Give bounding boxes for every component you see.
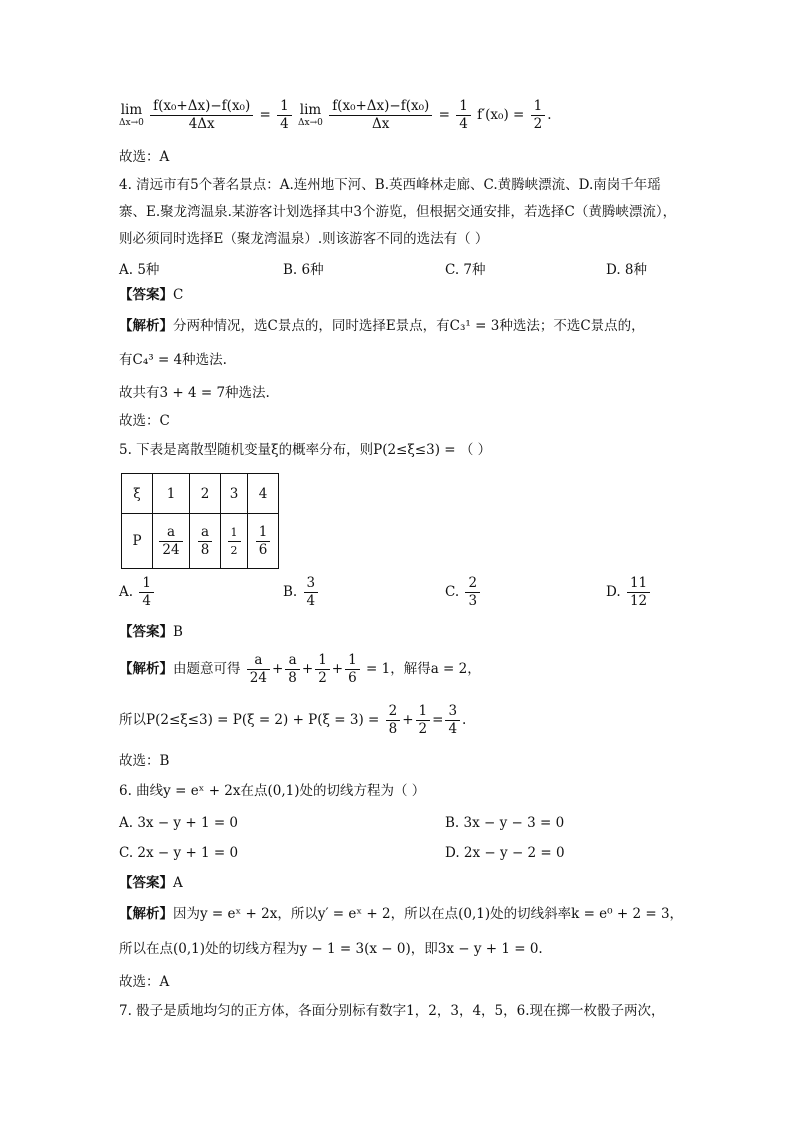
table-cell: ξ xyxy=(122,474,153,514)
probability-table xyxy=(121,473,279,569)
table-cell: 4 xyxy=(248,474,279,514)
q5-analysis-2: 所以P(2≤ξ≤3) = P(ξ = 2) + P(ξ = 3) = $\frac{2}{8}$ + $\frac{1}{2}$ = $\frac{3}{4}$ . xyxy=(119,703,467,737)
q4-analysis-3: 故共有3 + 4 = 7种选法. xyxy=(119,385,270,401)
q4-answer: 【答案】C xyxy=(119,287,184,303)
q6-answer: 【答案】A xyxy=(119,875,183,891)
q4-option-d: D. 8种 xyxy=(606,262,648,278)
q4-analysis-2: 有C₄³ = 4种选法. xyxy=(119,352,227,368)
q4-final: 故选：C xyxy=(119,413,170,429)
q6-option-b: B. 3x − y − 3 = 0 xyxy=(445,815,565,831)
q6-final: 故选：A xyxy=(119,974,170,990)
limit-formula: lim Δx→0 $\frac{\text{f(x₀+Δx)−f(x₀)}}{4\Delta x}$ = $\frac{1}{4}$ lim Δx→0 $\frac{\text{f(x₀+Δx)−f(x₀)}}{\Delta x}$ = $\frac{1}{4}$ f′(x₀) = $\frac{1}{2}$ . xyxy=(119,98,552,132)
lim-text: lim xyxy=(120,102,143,118)
lim-sub: Δx→0 xyxy=(119,118,144,128)
q4-option-a: A. 5种 xyxy=(119,262,160,278)
question-4: 4. 清远市有5个著名景点：A.连州地下河、B.英西峰林走廊、C.黄腾峡漂流、D.南岗千年瑶寨、E.聚龙湾温泉.某游客计划选择其中3个游览，但根据交通安排，若选择C（黄腾峡漂流），则必须同时选择E（聚龙湾温泉）.则该游客不同的选法有（ ） xyxy=(119,177,677,247)
table-cell: P xyxy=(122,514,153,569)
q4-option-b: B. 6种 xyxy=(283,262,324,278)
table-row xyxy=(122,474,279,514)
table-cell: 2 xyxy=(190,474,221,514)
fraction: $\frac{1}{4}$ xyxy=(277,98,292,133)
table-cell: 3 xyxy=(221,474,248,514)
q5-analysis: 【解析】由题意可得 $\frac{a}{24}$ + $\frac{a}{8}$ + $\frac{1}{2}$ + $\frac{1}{6}$ = 1，解得a = 2， xyxy=(119,652,481,686)
q5-option-c: C. $\frac{2}{3}$ xyxy=(445,575,482,610)
table-cell: $\frac{a}{24}$ xyxy=(153,514,190,569)
q6-analysis-2: 所以在点(0,1)处的切线方程为y − 1 = 3(x − 0)，即3x − y + 1 = 0. xyxy=(119,941,543,957)
table-cell: $\frac{1}{2}$ xyxy=(221,514,248,569)
q6-analysis: 【解析】因为y = eˣ + 2x，所以y′ = eˣ + 2，所以在点(0,1)处的切线斜率k = e⁰ + 2 = 3， xyxy=(119,906,684,922)
q6-option-a: A. 3x − y + 1 = 0 xyxy=(119,815,239,831)
q6-option-d: D. 2x − y − 2 = 0 xyxy=(445,845,565,861)
q5-option-a: A. $\frac{1}{4}$ xyxy=(119,575,156,610)
q5-option-b: B. $\frac{3}{4}$ xyxy=(283,575,320,610)
fraction: $\frac{1}{4}$ xyxy=(456,98,471,133)
question-5: 5. 下表是离散型随机变量ξ的概率分布，则P(2≤ξ≤3) = （ ） xyxy=(119,442,492,458)
fraction: $\frac{\text{f(x₀+Δx)−f(x₀)}}{4\Delta x}$ xyxy=(150,98,253,133)
question-7: 7. 骰子是质地均匀的正方体，各面分别标有数字1，2，3，4，5，6.现在掷一枚骰子两次， xyxy=(119,1003,665,1019)
question-6: 6. 曲线y = eˣ + 2x在点(0,1)处的切线方程为（ ） xyxy=(119,783,426,799)
q5-option-d: D. $\frac{11}{12}$ xyxy=(606,575,652,610)
q4-option-c: C. 7种 xyxy=(445,262,486,278)
fraction: $\frac{\text{f(x₀+Δx)−f(x₀)}}{\Delta x}$ xyxy=(329,98,432,133)
q5-answer: 【答案】B xyxy=(119,624,183,640)
table-cell: $\frac{1}{6}$ xyxy=(248,514,279,569)
q4-analysis: 【解析】分两种情况，选C景点的，同时选择E景点，有C₃¹ = 3种选法；不选C景点的， xyxy=(119,318,645,334)
q6-option-c: C. 2x − y + 1 = 0 xyxy=(119,845,239,861)
fraction: $\frac{1}{2}$ xyxy=(531,98,546,133)
table-row xyxy=(122,514,279,569)
answer-line: 故选：A xyxy=(119,149,170,165)
table-cell: $\frac{a}{8}$ xyxy=(190,514,221,569)
table-cell: 1 xyxy=(153,474,190,514)
q5-final: 故选：B xyxy=(119,753,170,769)
